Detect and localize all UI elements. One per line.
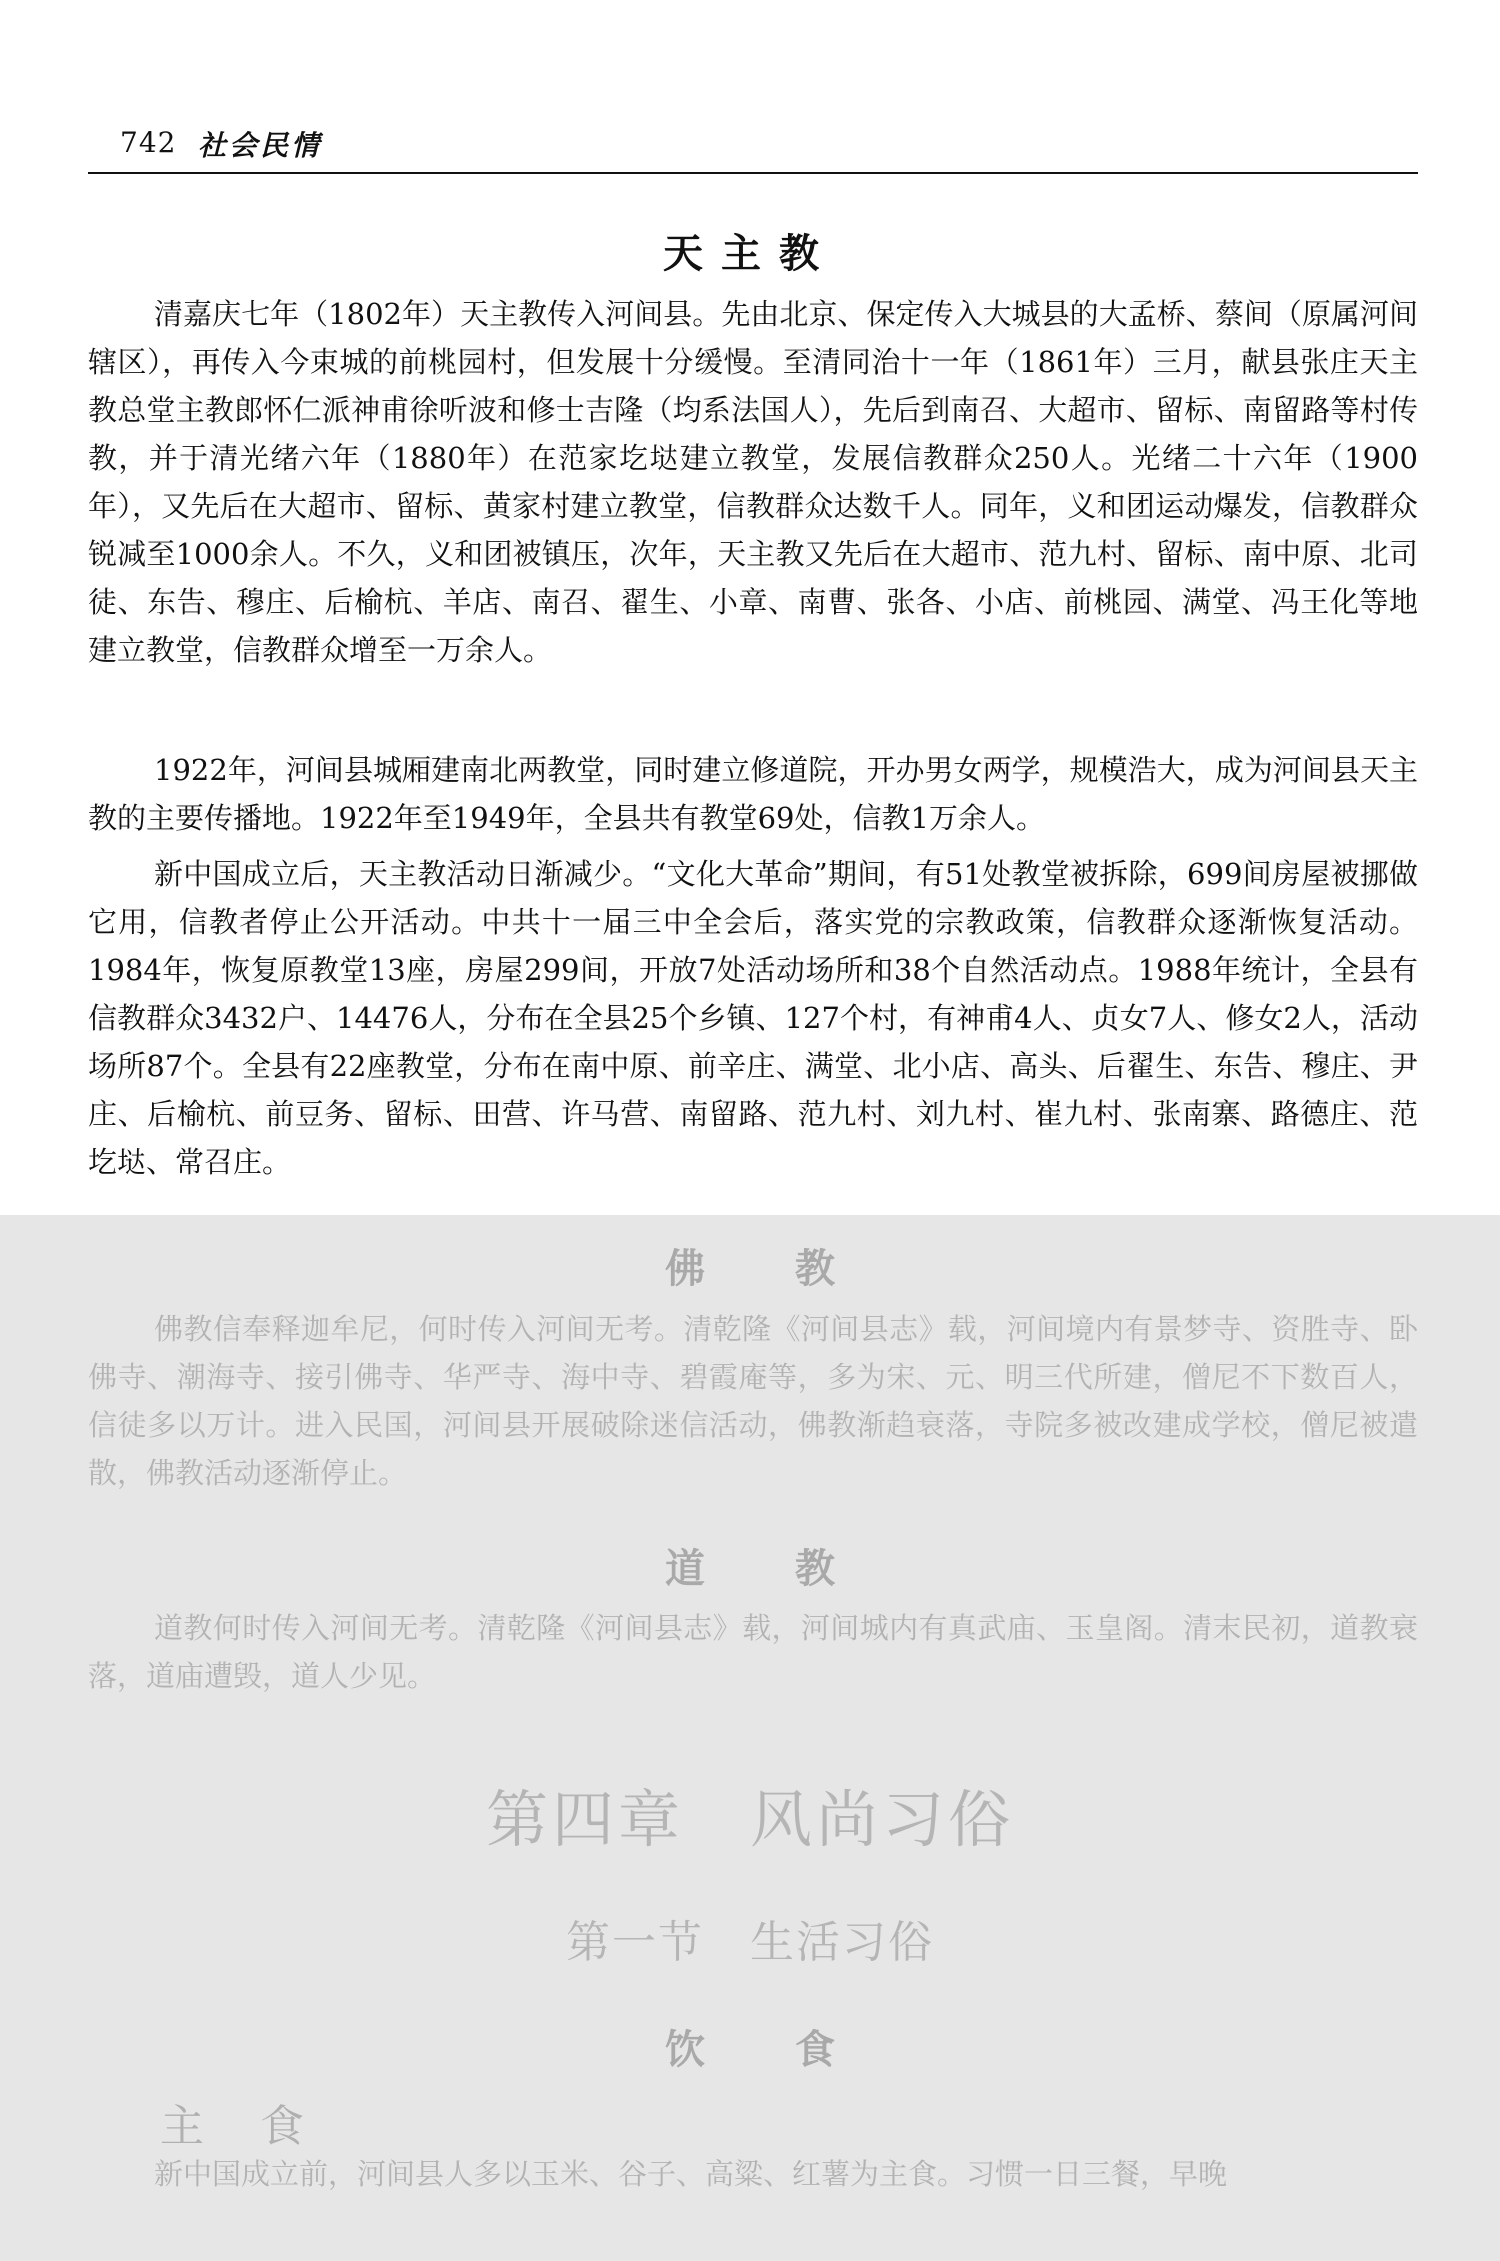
catholicism-paragraph-3: 新中国成立后，天主教活动日渐减少。“文化大革命”期间，有51处教堂被拆除，699间房屋被挪做它用，信教者停止公开活动。中共十一届三中全会后，落实党的宗教政策，信教群众逐渐恢复活动。1984年，恢复原教堂13座，房屋299间，开放7处活动场所和38个自然活动点。1988年统计，全县有信教群众3432户、14476人，分布在全县25个乡镇、127个村，有神甫4人、贞女7人、修女2人，活动场所87个。全县有22座教堂，分布在南中原、前辛庄、满堂、北小店、高头、后翟生、东告、穆庄、尹庄、后榆杭、前豆务、留标、田营、许马营、南留路、范九村、刘九村、崔九村、张南寨、路德庄、范圪垯、常召庄。 (88, 857, 1418, 1179)
catholicism-paragraph-2: 1922年，河间县城厢建南北两教堂，同时建立修道院，开办男女两学，规模浩大，成为河间县天主教的主要传播地。1922年至1949年，全县共有教堂69处，信教1万余人。 (88, 753, 1418, 835)
page-header (88, 122, 1418, 174)
buddhism-paragraph: 佛教信奉释迦牟尼，何时传入河间无考。清乾隆《河间县志》载，河间境内有景梦寺、资胜寺、卧佛寺、潮海寺、接引佛寺、华严寺、海中寺、碧霞庵等，多为宋、元、明三代所建，僧尼不下数百人，信徒多以万计。进入民国，河间县开展破除迷信活动，佛教渐趋衰落，寺院多被改建成学校，僧尼被遣散，佛教活动逐渐停止。 (88, 1312, 1418, 1490)
page-number: 742 (120, 126, 177, 159)
staple-food-subheading: 主食 (160, 2101, 360, 2152)
buddhism-title: 佛教 (665, 1245, 925, 1292)
section-title: 第一节 生活习俗 (566, 1917, 934, 1968)
taoism-title: 道教 (665, 1545, 925, 1592)
food-title: 饮食 (665, 2026, 925, 2073)
chapter-title: 第四章 风尚习俗 (485, 1783, 1014, 1856)
staple-food-paragraph: 新中国成立前，河间县人多以玉米、谷子、高粱、红薯为主食。习惯一日三餐，早晚 (154, 2157, 1228, 2191)
catholicism-paragraph-1: 清嘉庆七年（1802年）天主教传入河间县。先由北京、保定传入大城县的大孟桥、蔡间（原属河间辖区），再传入今束城的前桃园村，但发展十分缓慢。至清同治十一年（1861年）三月，献县张庄天主教总堂主教郎怀仁派神甫徐听波和修士吉隆（均系法国人），先后到南召、大超市、留标、南留路等村传教，并于清光绪六年（1880年）在范家圪垯建立教堂，发展信教群众250人。光绪二十六年（1900年），又先后在大超市、留标、黄家村建立教堂，信教群众达数千人。同年，义和团运动爆发，信教群众锐减至1000余人。不久，义和团被镇压，次年，天主教又先后在大超市、范九村、留标、南中原、北司徒、东告、穆庄、后榆杭、羊店、南召、翟生、小章、南曹、张各、小店、前桃园、满堂、冯王化等地建立教堂，信教群众增至一万余人。 (88, 297, 1418, 667)
running-section-title: 社会民情 (198, 129, 323, 162)
taoism-paragraph: 道教何时传入河间无考。清乾隆《河间县志》载，河间城内有真武庙、玉皇阁。清末民初，道教衰落，道庙遭毁，道人少见。 (88, 1611, 1418, 1693)
catholicism-title: 天主教 (663, 230, 837, 277)
